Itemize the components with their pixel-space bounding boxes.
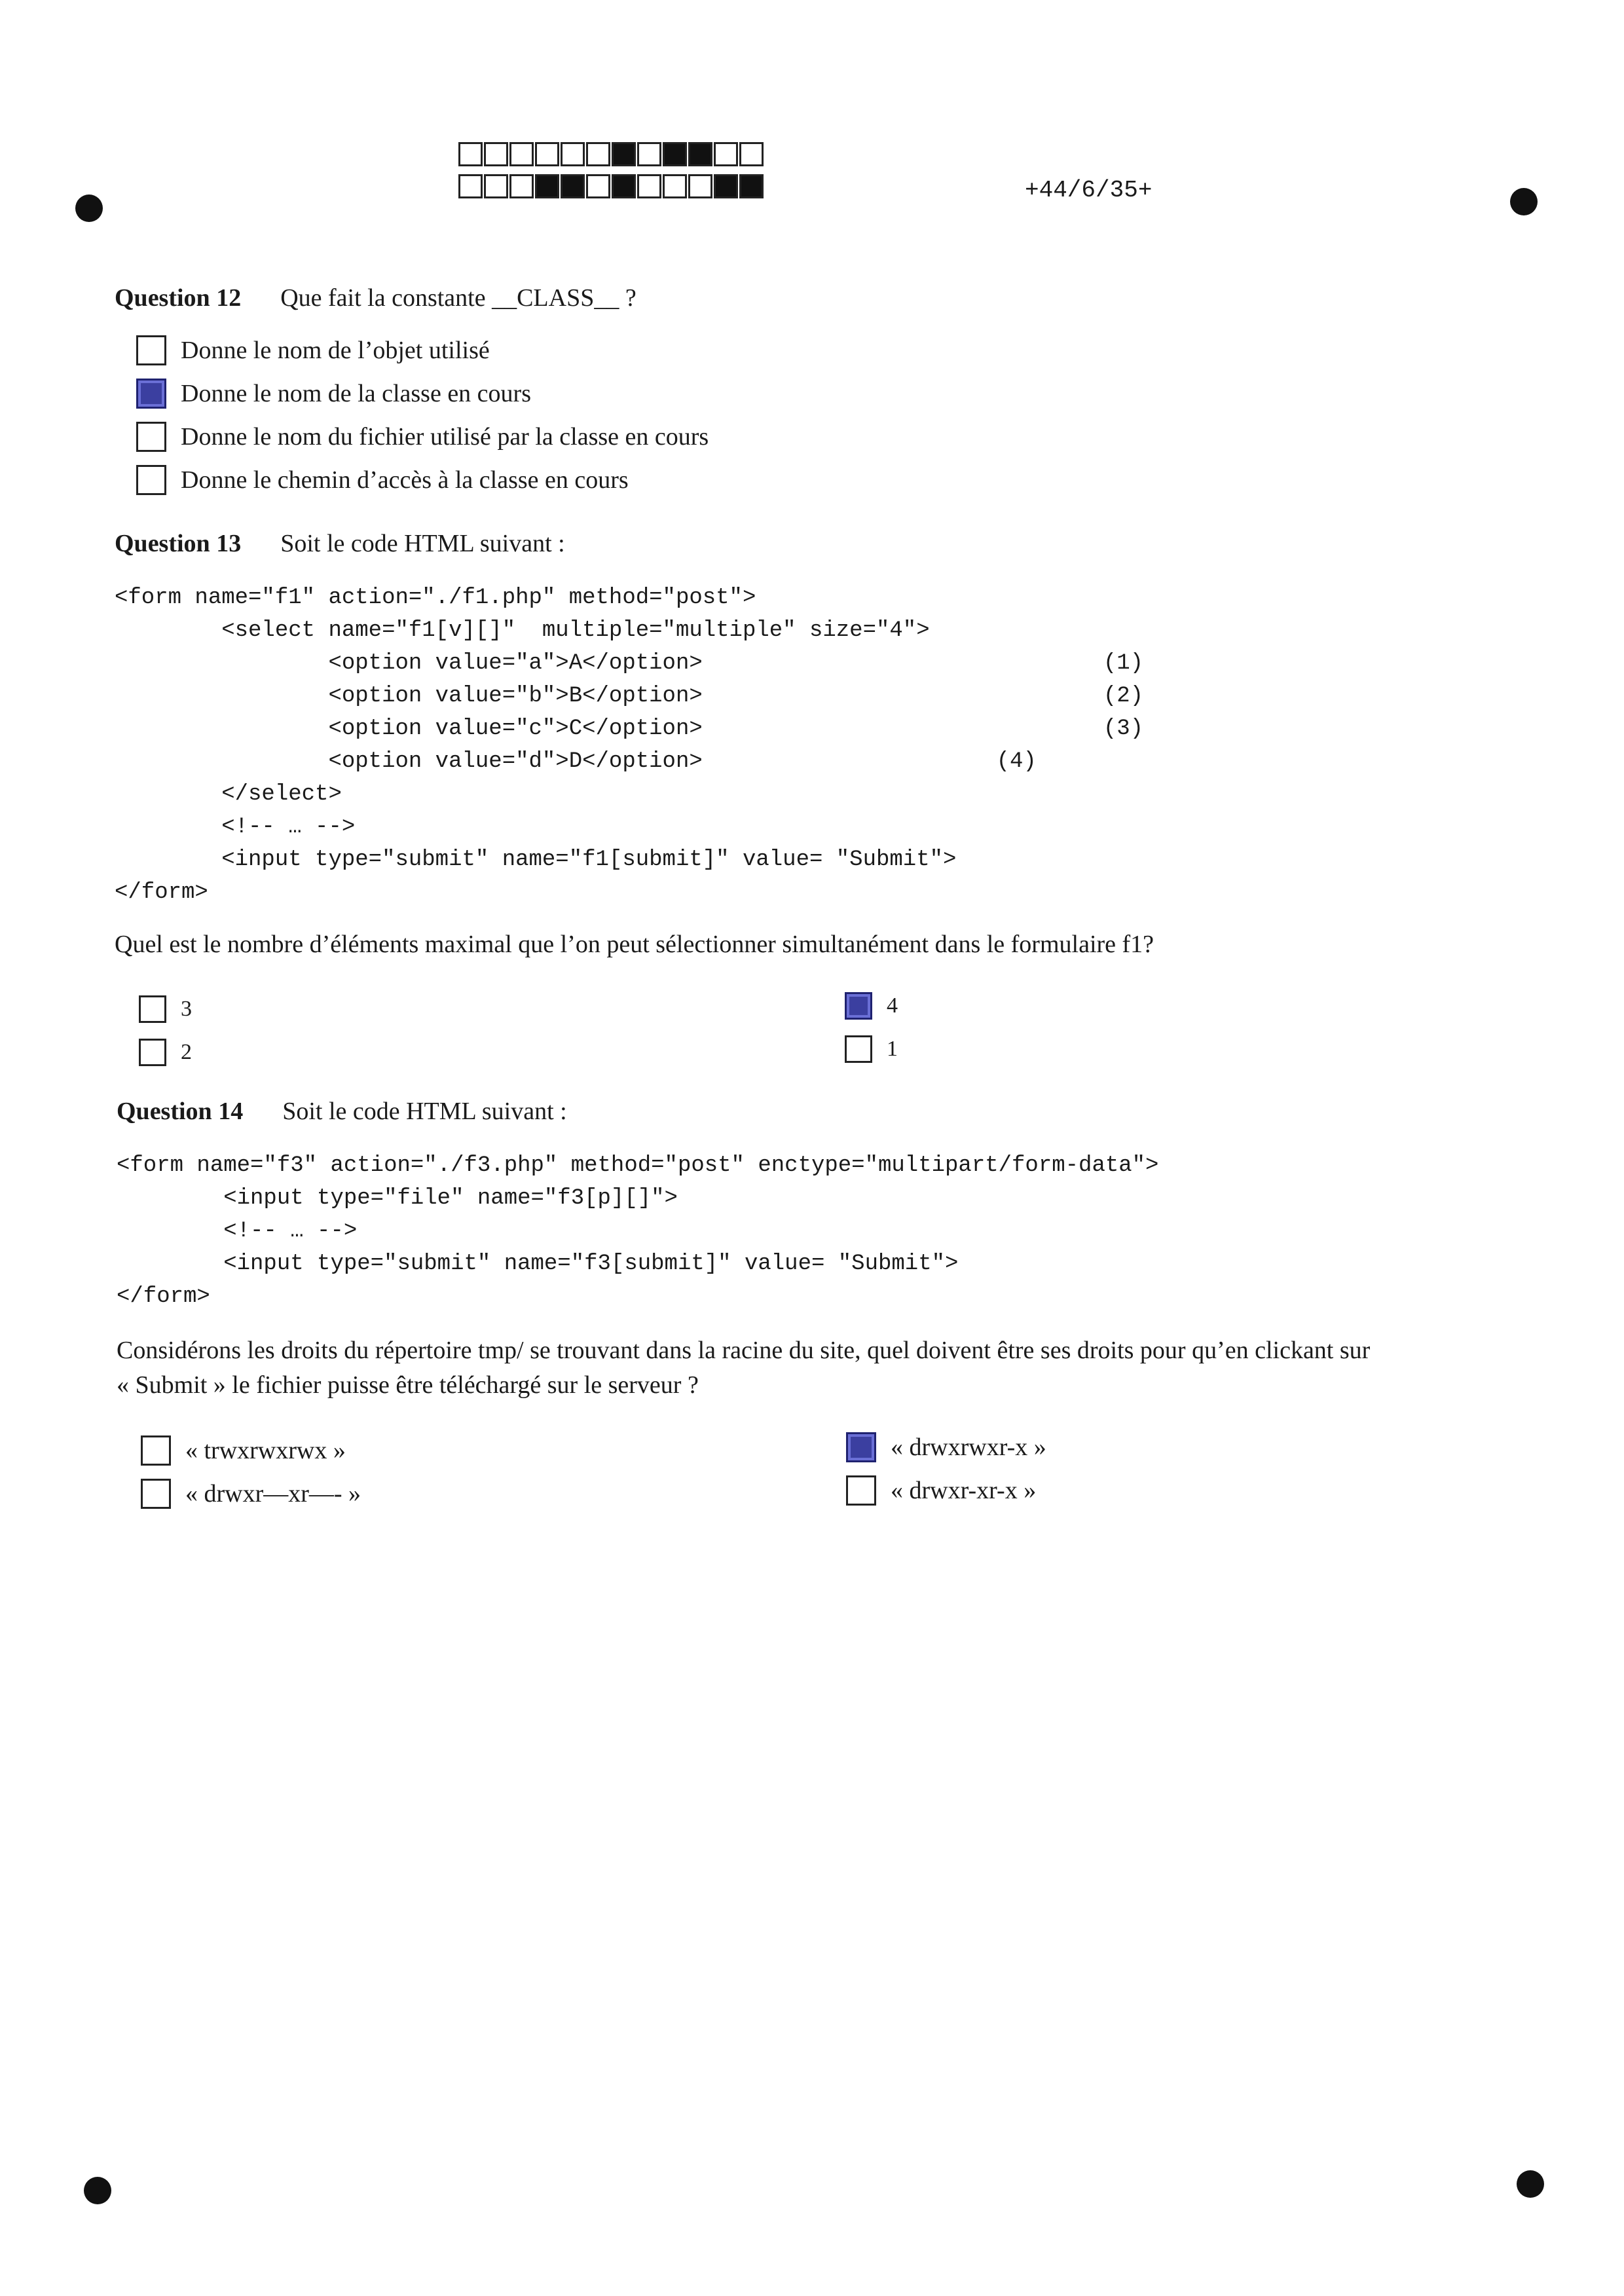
question-text: Soit le code HTML suivant : xyxy=(282,1098,567,1125)
q14-prompt-line-1: Considérons les droits du répertoire tmp/ se trouvant dans la racine du site, quel doivent être ses droits pour qu’en clickant sur xyxy=(117,1337,1371,1364)
option-label: « drwxr-xr-x » xyxy=(891,1477,1037,1504)
barcode-cell xyxy=(739,174,764,198)
q13-option-4[interactable] xyxy=(845,992,898,1020)
barcode-cell xyxy=(637,174,661,198)
q13-prompt: Quel est le nombre d’éléments maximal que l’on peut sélectionner simultanément dans le formulaire f1? xyxy=(115,931,1154,958)
barcode-cell xyxy=(714,142,738,166)
barcode-cell xyxy=(637,142,661,166)
barcode-cell xyxy=(509,174,534,198)
question-number: Question 12 xyxy=(115,284,242,312)
q13-code-block: <form name="f1" action="./f1.php" method="post"> <select name="f1[v][]" multiple="multiple" size="4"> <option value="a">A</option> (1) <option value="b">B</option> (2) <option value="c">C</option> (3) <option value="d">D</option> (4) </select> <!-- … --> <input type="submit" name="f1[submit]" value= "Submit"> </form> xyxy=(115,585,1144,905)
question-14-header xyxy=(117,1097,567,1126)
q14-option-drwxr-xr-x[interactable] xyxy=(846,1475,1036,1506)
barcode-row-1 xyxy=(458,142,765,166)
question-12-header xyxy=(115,284,637,312)
option-label: « drwxr—xr—- » xyxy=(185,1480,361,1508)
checkbox[interactable] xyxy=(136,379,166,409)
q14-option-drwxrwxr-x[interactable] xyxy=(846,1432,1046,1462)
barcode-cell xyxy=(535,174,559,198)
q14-option-trwxrwxrwx[interactable] xyxy=(141,1435,346,1466)
option-label: 4 xyxy=(887,993,898,1018)
option-label: Donne le nom de l’objet utilisé xyxy=(181,337,490,364)
checkbox[interactable] xyxy=(139,1039,166,1066)
barcode-cell xyxy=(484,142,508,166)
barcode-cell xyxy=(586,142,610,166)
barcode-cell xyxy=(561,142,585,166)
barcode-cell xyxy=(739,142,764,166)
checkbox[interactable] xyxy=(845,992,872,1020)
barcode-row-2 xyxy=(458,174,765,198)
question-text: Que fait la constante __CLASS__ ? xyxy=(280,284,637,312)
checkbox[interactable] xyxy=(845,1035,872,1063)
q13-option-3[interactable] xyxy=(139,995,192,1023)
barcode-cell xyxy=(663,174,687,198)
registration-dot-bottom-right xyxy=(1517,2170,1544,2198)
option-label: 2 xyxy=(181,1040,192,1064)
checkbox[interactable] xyxy=(136,422,166,452)
q14-option-drwxr-xr--[interactable] xyxy=(141,1479,361,1509)
barcode-cell xyxy=(458,142,483,166)
barcode-cell xyxy=(612,142,636,166)
barcode-cell xyxy=(688,174,712,198)
barcode-cell xyxy=(509,142,534,166)
checkbox[interactable] xyxy=(139,995,166,1023)
option-label: « drwxrwxr-x » xyxy=(891,1434,1046,1461)
registration-dot-top-right xyxy=(1510,188,1538,215)
barcode-cell xyxy=(688,142,712,166)
question-number: Question 14 xyxy=(117,1098,244,1125)
barcode-cell xyxy=(484,174,508,198)
barcode-cell xyxy=(458,174,483,198)
checkbox[interactable] xyxy=(141,1435,171,1466)
checkbox[interactable] xyxy=(846,1432,876,1462)
barcode-cell xyxy=(663,142,687,166)
q14-code-block: <form name="f3" action="./f3.php" method="post" enctype="multipart/form-data"> <input type="file" name="f3[p][]"> <!-- … --> <input type="submit" name="f3[submit]" value= "Submit"> </form> xyxy=(117,1153,1159,1309)
barcode-cell xyxy=(561,174,585,198)
checkbox[interactable] xyxy=(136,335,166,365)
barcode-cell xyxy=(535,142,559,166)
option-label: 3 xyxy=(181,997,192,1021)
registration-dot-bottom-left xyxy=(84,2177,111,2204)
q13-option-1[interactable] xyxy=(845,1035,898,1063)
q12-option-3[interactable] xyxy=(136,422,709,452)
barcode-cell xyxy=(612,174,636,198)
q12-option-2[interactable] xyxy=(136,379,531,409)
q12-option-4[interactable] xyxy=(136,465,629,495)
option-label: Donne le chemin d’accès à la classe en cours xyxy=(181,466,629,494)
checkbox[interactable] xyxy=(136,465,166,495)
question-13-header xyxy=(115,529,565,558)
option-label: Donne le nom de la classe en cours xyxy=(181,380,531,407)
checkbox[interactable] xyxy=(141,1479,171,1509)
q14-prompt-line-2: « Submit » le fichier puisse être téléchargé sur le serveur ? xyxy=(117,1371,699,1399)
question-text: Soit le code HTML suivant : xyxy=(280,530,565,557)
option-label: 1 xyxy=(887,1037,898,1061)
barcode-cell xyxy=(714,174,738,198)
q13-option-2[interactable] xyxy=(139,1039,192,1066)
q12-option-1[interactable] xyxy=(136,335,490,365)
question-number: Question 13 xyxy=(115,530,242,557)
registration-dot-top-left xyxy=(75,194,103,222)
page-identifier: +44/6/35+ xyxy=(1025,177,1153,204)
barcode-cell xyxy=(586,174,610,198)
option-label: « trwxrwxrwx » xyxy=(185,1437,346,1464)
checkbox[interactable] xyxy=(846,1475,876,1506)
option-label: Donne le nom du fichier utilisé par la classe en cours xyxy=(181,423,709,451)
